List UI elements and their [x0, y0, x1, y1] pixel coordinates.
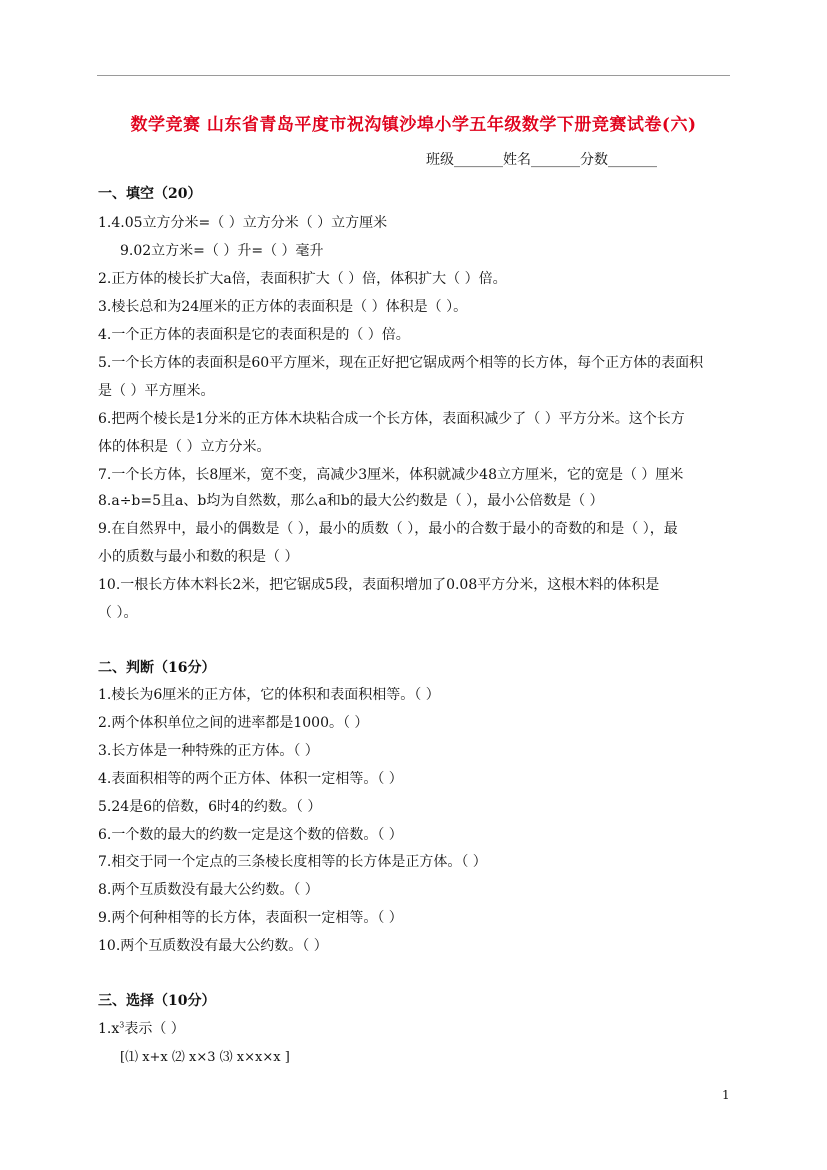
question-line: 7.一个长方体，长8厘米，宽不变，高减少3厘米，体积就减少48立方厘米，它的宽是（ ）厘米 [98, 467, 684, 483]
question-line: 8.两个互质数没有最大公约数。（ ） [98, 882, 319, 898]
choice-options: [⑴ x+x ⑵ x×3 ⑶ x×x×x ] [120, 1050, 290, 1065]
question-line: 3.棱长总和为24厘米的正方体的表面积是（ ）体积是（ ）。 [98, 299, 468, 315]
question-line: 5.24是6的倍数，6时4的约数。（ ） [98, 799, 322, 815]
student-info-line: 班级_______姓名_______分数_______ [426, 152, 657, 168]
section-heading-judge: 二、判断（16分） [98, 660, 216, 676]
question-line: 小的质数与最小和数的积是（ ） [98, 549, 299, 565]
question-line: 4.表面积相等的两个正方体、体积一定相等。（ ） [98, 771, 403, 787]
question-line: 5.一个长方体的表面积是60平方厘米，现在正好把它锯成两个相等的长方体，每个正方体的表面积 [98, 355, 704, 371]
question-line: （ ）。 [98, 605, 138, 621]
exponent: 3 [119, 1020, 125, 1030]
question-line: 10.一根长方体木料长2米，把它锯成5段，表面积增加了0.08平方分米，这根木料的体积是 [98, 577, 660, 593]
question-line: 8.a÷b=5且a、b均为自然数，那么a和b的最大公约数是（ ），最小公倍数是（ ） [98, 493, 604, 509]
question-line: 2.两个体积单位之间的进率都是1000。（ ） [98, 715, 369, 731]
choice-question-1 [98, 1018, 185, 1038]
page-number: 1 [722, 1088, 730, 1102]
question-line: 4.一个正方体的表面积是它的表面积是的（ ）倍。 [98, 327, 410, 343]
question-line: 1.4.05立方分米=（ ）立方分米（ ）立方厘米 [98, 215, 388, 231]
question-line: 2.正方体的棱长扩大a倍，表面积扩大（ ）倍，体积扩大（ ）倍。 [98, 271, 507, 287]
question-line: 7.相交于同一个定点的三条棱长度相等的长方体是正方体。（ ） [98, 854, 487, 870]
page-title: 数学竞赛 山东省青岛平度市祝沟镇沙埠小学五年级数学下册竞赛试卷(六) [130, 115, 697, 135]
section-heading-fill: 一、填空（20） [98, 186, 202, 202]
question-line: 6.把两个棱长是1分米的正方体木块粘合成一个长方体，表面积减少了（ ）平方分米。这个长方 [98, 411, 685, 427]
question-line: 体的体积是（ ）立方分米。 [98, 439, 271, 455]
header-rule [97, 75, 730, 76]
question-prefix: 1.x [98, 1021, 120, 1037]
question-line: 是（ ）平方厘米。 [98, 383, 215, 399]
question-line: 9.在自然界中，最小的偶数是（ ），最小的质数（ ），最小的合数于最小的奇数的和是（ ），最 [98, 521, 678, 537]
question-suffix: 表示（ ） [124, 1021, 185, 1037]
question-line: 3.长方体是一种特殊的正方体。（ ） [98, 743, 319, 759]
section-heading-choice: 三、选择（10分） [98, 993, 216, 1009]
question-line: 10.两个互质数没有最大公约数。（ ） [98, 938, 328, 954]
question-line: 9.两个何种相等的长方体，表面积一定相等。（ ） [98, 910, 403, 926]
question-line: 6.一个数的最大的约数一定是这个数的倍数。（ ） [98, 827, 403, 843]
question-line: 9.02立方米=（ ）升=（ ）毫升 [120, 243, 324, 259]
question-line: 1.棱长为6厘米的正方体，它的体积和表面积相等。（ ） [98, 687, 440, 703]
